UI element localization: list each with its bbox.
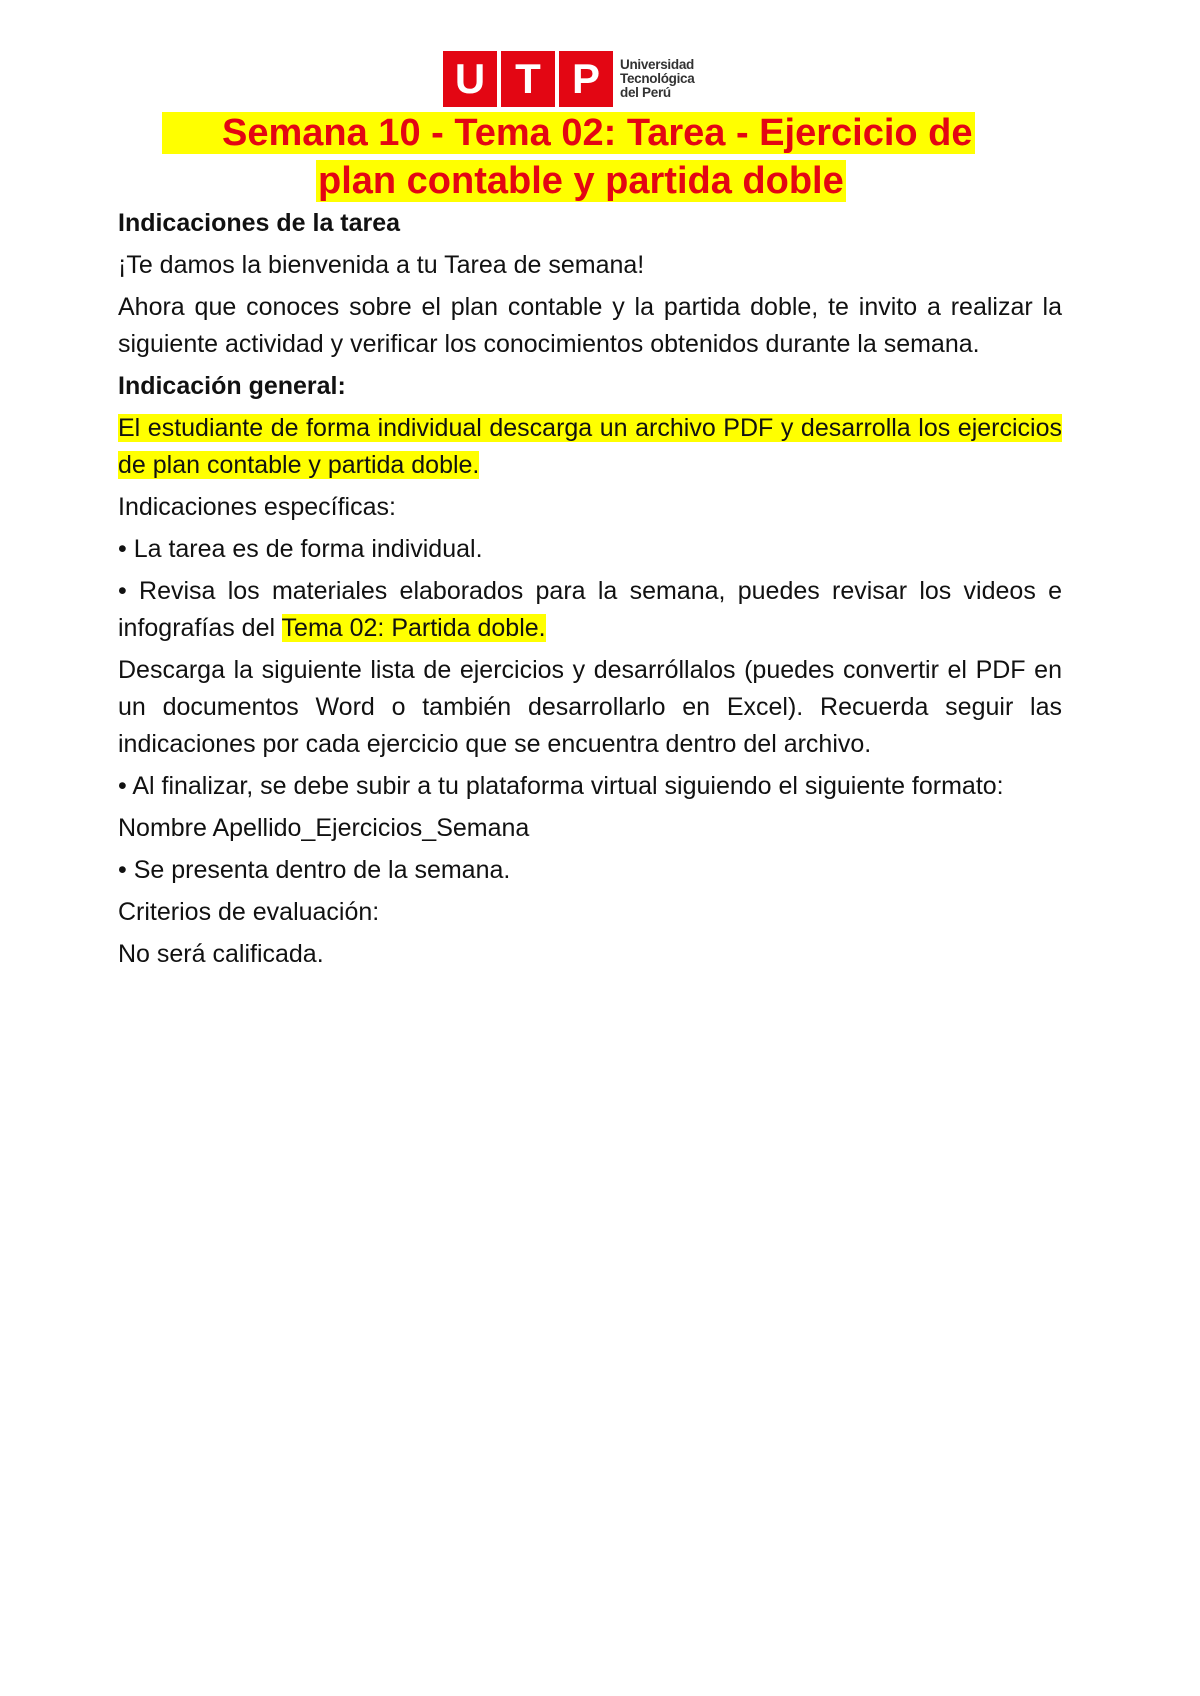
title-text: plan contable y partida doble: [318, 160, 844, 202]
task-heading: Indicaciones de la tarea: [118, 209, 401, 237]
bullet-individual: • La tarea es de forma individual.: [118, 535, 483, 563]
bullet-review-text: • Revisa los materiales elaborados para la semana, puedes revisar los videos e infografías del: [118, 577, 1062, 642]
welcome-text: ¡Te damos la bienvenida a tu Tarea de semana!: [118, 251, 645, 279]
intro-paragraph: Ahora que conoces sobre el plan contable y la partida doble, te invito a realizar la siguiente actividad y verificar los conocimientos obtenidos durante la semana.: [118, 293, 1062, 358]
general-instruction-text: El estudiante de forma individual descarga un archivo PDF y desarrolla los ejercicios de plan contable y partida doble.: [118, 414, 1062, 479]
bullet-present: • Se presenta dentro de la semana.: [118, 856, 511, 884]
general-instruction: [118, 410, 1062, 484]
utp-logo: [443, 51, 694, 107]
logo-letter-t: T: [501, 51, 559, 107]
logo-name-line: Tecnológica: [620, 71, 695, 86]
logo-mark: [443, 51, 613, 107]
logo-name-line: del Perú: [620, 85, 671, 100]
bullet-upload: • Al finalizar, se debe subir a tu plataforma virtual siguiendo el siguiente formato:: [118, 772, 1004, 800]
title-text: Semana 10 - Tema 02: Tarea - Ejercicio de: [162, 112, 975, 154]
download-paragraph: Descarga la siguiente lista de ejercicios y desarróllalos (puedes convertir el PDF en un documentos Word o también desarrollarlo en Excel). Recuerda seguir las indicaciones por cada ejercicio que se encuentra dentro del archivo.: [118, 656, 1062, 758]
logo-name-line: Universidad: [620, 57, 694, 72]
criteria-heading: Criterios de evaluación:: [118, 898, 380, 926]
logo-letter-p: P: [559, 51, 613, 107]
topic-highlight: Tema 02: Partida doble.: [281, 614, 546, 642]
document-body: [118, 205, 1062, 978]
criteria-text: No será calificada.: [118, 940, 324, 968]
logo-letter-u: U: [443, 51, 501, 107]
page-title-line-1: [162, 110, 975, 156]
general-heading: Indicación general:: [118, 372, 346, 400]
bullet-review: [118, 573, 1062, 647]
specific-heading: Indicaciones específicas:: [118, 493, 396, 521]
logo-university-name: [620, 58, 694, 100]
file-format: Nombre Apellido_Ejercicios_Semana: [118, 814, 530, 842]
page-title-line-2: [316, 158, 846, 204]
